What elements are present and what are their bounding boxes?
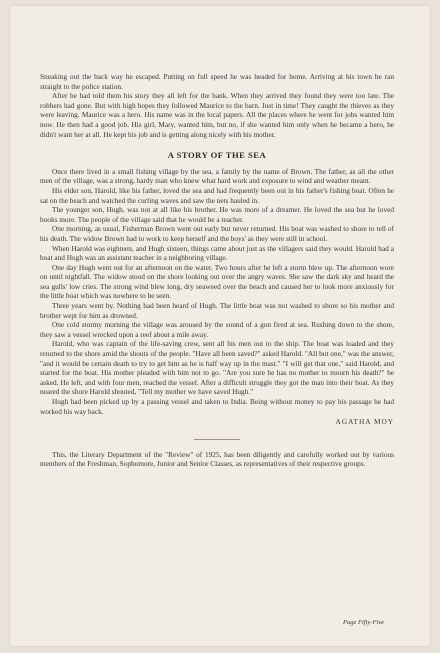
story-paragraph-8: One cold stormy morning the village was aroused by the sound of a gun fired at sea. Rushing down to the shore, they saw a vessel wrecked upon a reef about a mile away. [40,320,394,339]
story-paragraph-9: Harold, who was captain of the life-saving crew, sent all his men out to the ship. The boat was loaded and they returned to the shore amid the shouts of the people. "Have all been saved?" asked Harold. "All but one," was the answer, "and it would be certain death to try to get him as he is half way up in the mast." "I will get that one," said Harold, and started for the boat. His mother pleaded with him not to go. "Are you sure he has no mother to mourn his death?" he asked. He left, and with four men, reached the vessel. After a difficult struggle they got the man into their boat. As they neared the shore Harold shouted, "Tell my mother we have saved Hugh." [40,339,394,397]
story-paragraph-2: His elder son, Harold, like his father, loved the sea and had frequently been out in his father's fishing boat. Often he sat on the beach and watched the curling waves and saw the nets hauled in. [40,185,394,205]
story-author: AGATHA MOY [335,417,394,427]
story-paragraph-3: The younger son, Hugh, was not at all like his brother. He was more of a dreamer. He loved the sea but he loved books more. The people of the village said that he would be a teacher. [40,205,394,224]
section-divider [194,439,240,440]
story-paragraph-10: Hugh had been picked up by a passing vessel and taken to India. Being without money to pay his passage he had worked his way back. [40,397,394,416]
story-paragraph-7: Three years went by. Nothing had been heard of Hugh. The little boat was not washed to shore so his mother and brother wept for him as drowned. [40,301,394,320]
closing-paragraph: This, the Literary Department of the "Review" of 1925, has been diligently and carefully worked out by various members of the Freshman, Sophomore, Junior and Senior Classes, as representatives of their respective groups. [40,449,394,469]
page-number: Page Fifty-Five [343,619,384,626]
story-paragraph-6: One day Hugh went out for an afternoon on the water. Two hours after he left a storm blew up. The afternoon wore on until nightfall. The widow stood on the shore looking out over the angry waves. She saw the dark sky and heard the sea gulls' low cries. The strong wind blew long, dry seaweed over the beach and caused her to look more anxiously for the little boat which was nowhere to be seen. [40,262,394,301]
story-paragraph-5: When Harold was eighteen, and Hugh sixteen, things came about just as the villagers said they would. Harold had a boat and Hugh was an assistant teacher in a neighboring village. [40,243,394,263]
story-paragraph-4: One morning, as usual, Fisherman Brown went out early but never returned. His boat was washed to shore to tell of his death. The widow Brown had to work to keep herself and the boys' as they were still in school. [40,224,394,243]
intro-paragraph-2: After he had told them his story they all left for the bank. When they arrived they found they were too late. The robbers had gone. But with high hopes they followed Maurice to the barn. Just in time! They caught the thieves as they were leaving. Maurice was a hero. His name was in the local papers. All the places where he went for jobs wanted him now. He then had a good job. His girl, Mary, wanted him, but no, if she wanted him only when he became a hero, he didn't want her at all. He kept his job and is getting along nicely with his mother. [40,91,394,139]
story-paragraph-1: Once there lived in a small fishing village by the sea, a family by the name of Brown. The father, as all the other men of the village, was a strong, hardy man who knew what hard work and exposure to wind and weather meant. [40,166,394,186]
story-title: A STORY OF THE SEA [167,150,267,161]
page-content [40,72,394,469]
page-sheet [10,6,430,646]
intro-paragraph-1: Sneaking out the back way he escaped. Putting on full speed he was headed for home. Arriving at his town he ran straight to the police station. [40,72,394,91]
